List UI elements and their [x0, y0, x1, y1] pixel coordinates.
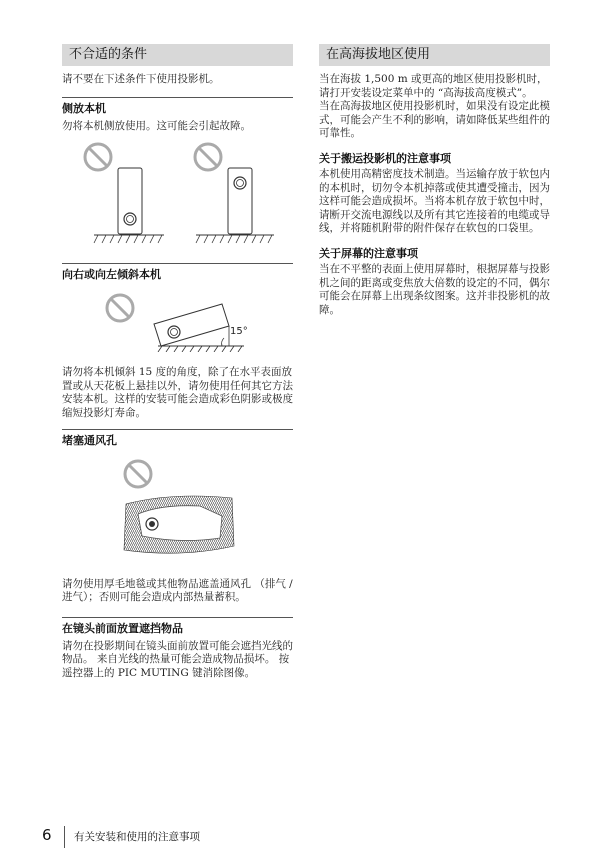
divider: [62, 429, 293, 430]
page-number: 6: [42, 826, 52, 844]
text-high-altitude-2: 当在高海拔地区使用投影机时，如果没有设定此模式，可能会产生不利的影响，请如降低某些组件的可靠性。: [319, 100, 550, 140]
prohibited-icon: [85, 144, 111, 170]
text-high-altitude-1: 当在海拔 1,500 m 或更高的地区使用投影机时，请打开安装设定菜单中的 “高海拔高度模式”。: [319, 73, 548, 99]
text-vent: 请勿使用厚毛地毯或其他物品遮盖通风孔 （排气 / 进气）；否则可能会造成内部热量蓄积。: [62, 577, 293, 604]
heading-side: 侧放本机: [62, 101, 106, 115]
divider: [62, 617, 293, 618]
projector-side-left: [118, 168, 142, 234]
heading-transport: 关于搬运投影机的注意事项: [319, 151, 451, 165]
left-column: [62, 44, 293, 681]
section-title-unsuitable: 不合适的条件: [62, 44, 293, 66]
prohibited-icon: [125, 461, 151, 487]
text-lens: 请勿在投影期间在镜头面前放置可能会遮挡光线的物品。 来自光线的热量可能会造成物品损坏。 按遥控器上的 PIC MUTING 键消除图像。: [62, 639, 293, 679]
prohibited-icon: [195, 144, 221, 170]
divider: [62, 263, 293, 264]
heading-tilt: 向右或向左倾斜本机: [62, 268, 161, 282]
projector-covered: [138, 505, 222, 540]
projector-tilted: [154, 304, 229, 346]
text-side: 勿将本机侧放使用。这可能会引起故障。: [62, 119, 251, 132]
angle-label: 15°: [230, 326, 248, 338]
page-footer: [42, 826, 302, 846]
heading-lens: 在镜头前面放置遮挡物品: [62, 621, 183, 635]
section-title-high-altitude: 在高海拔地区使用: [319, 44, 550, 66]
intro-text: 请不要在下述条件下使用投影机。: [62, 73, 220, 85]
right-column: [319, 44, 550, 317]
side-placement-illustration: [62, 139, 293, 257]
footer-divider: [64, 826, 65, 848]
prohibited-icon: [107, 295, 133, 321]
text-screen: 当在不平整的表面上使用屏幕时，根据屏幕与投影机之间的距离或变焦放大倍数的设定的不同，偶尔可能会在屏幕上出现条纹图案。这并非投影机的故障。: [319, 262, 550, 316]
projector-side-right: [228, 168, 252, 234]
heading-vent: 堵塞通风孔: [62, 433, 117, 447]
heading-screen: 关于屏幕的注意事项: [319, 246, 418, 260]
divider: [62, 97, 293, 98]
footer-title: 有关安装和使用的注意事项: [74, 831, 200, 843]
vent-illustration: [62, 454, 293, 572]
text-transport: 本机使用高精密度技术制造。当运输存放于软包内的本机时，切勿令本机掉落或使其遭受撞击，因为这样可能会造成损坏。当将本机存放于软包中时，请断开交流电源线以及所有其它连接着的电缆或导线，并将随机附带的附件保存在软包的口袋里。: [319, 167, 550, 235]
text-tilt: 请勿将本机倾斜 15 度的角度，除了在水平表面放置或从天花板上悬挂以外，请勿使用任何其它方法安装本机。这样的安装可能会造成彩色阴影或极度缩短投影灯寿命。: [62, 366, 293, 419]
tilt-illustration: [62, 286, 293, 352]
